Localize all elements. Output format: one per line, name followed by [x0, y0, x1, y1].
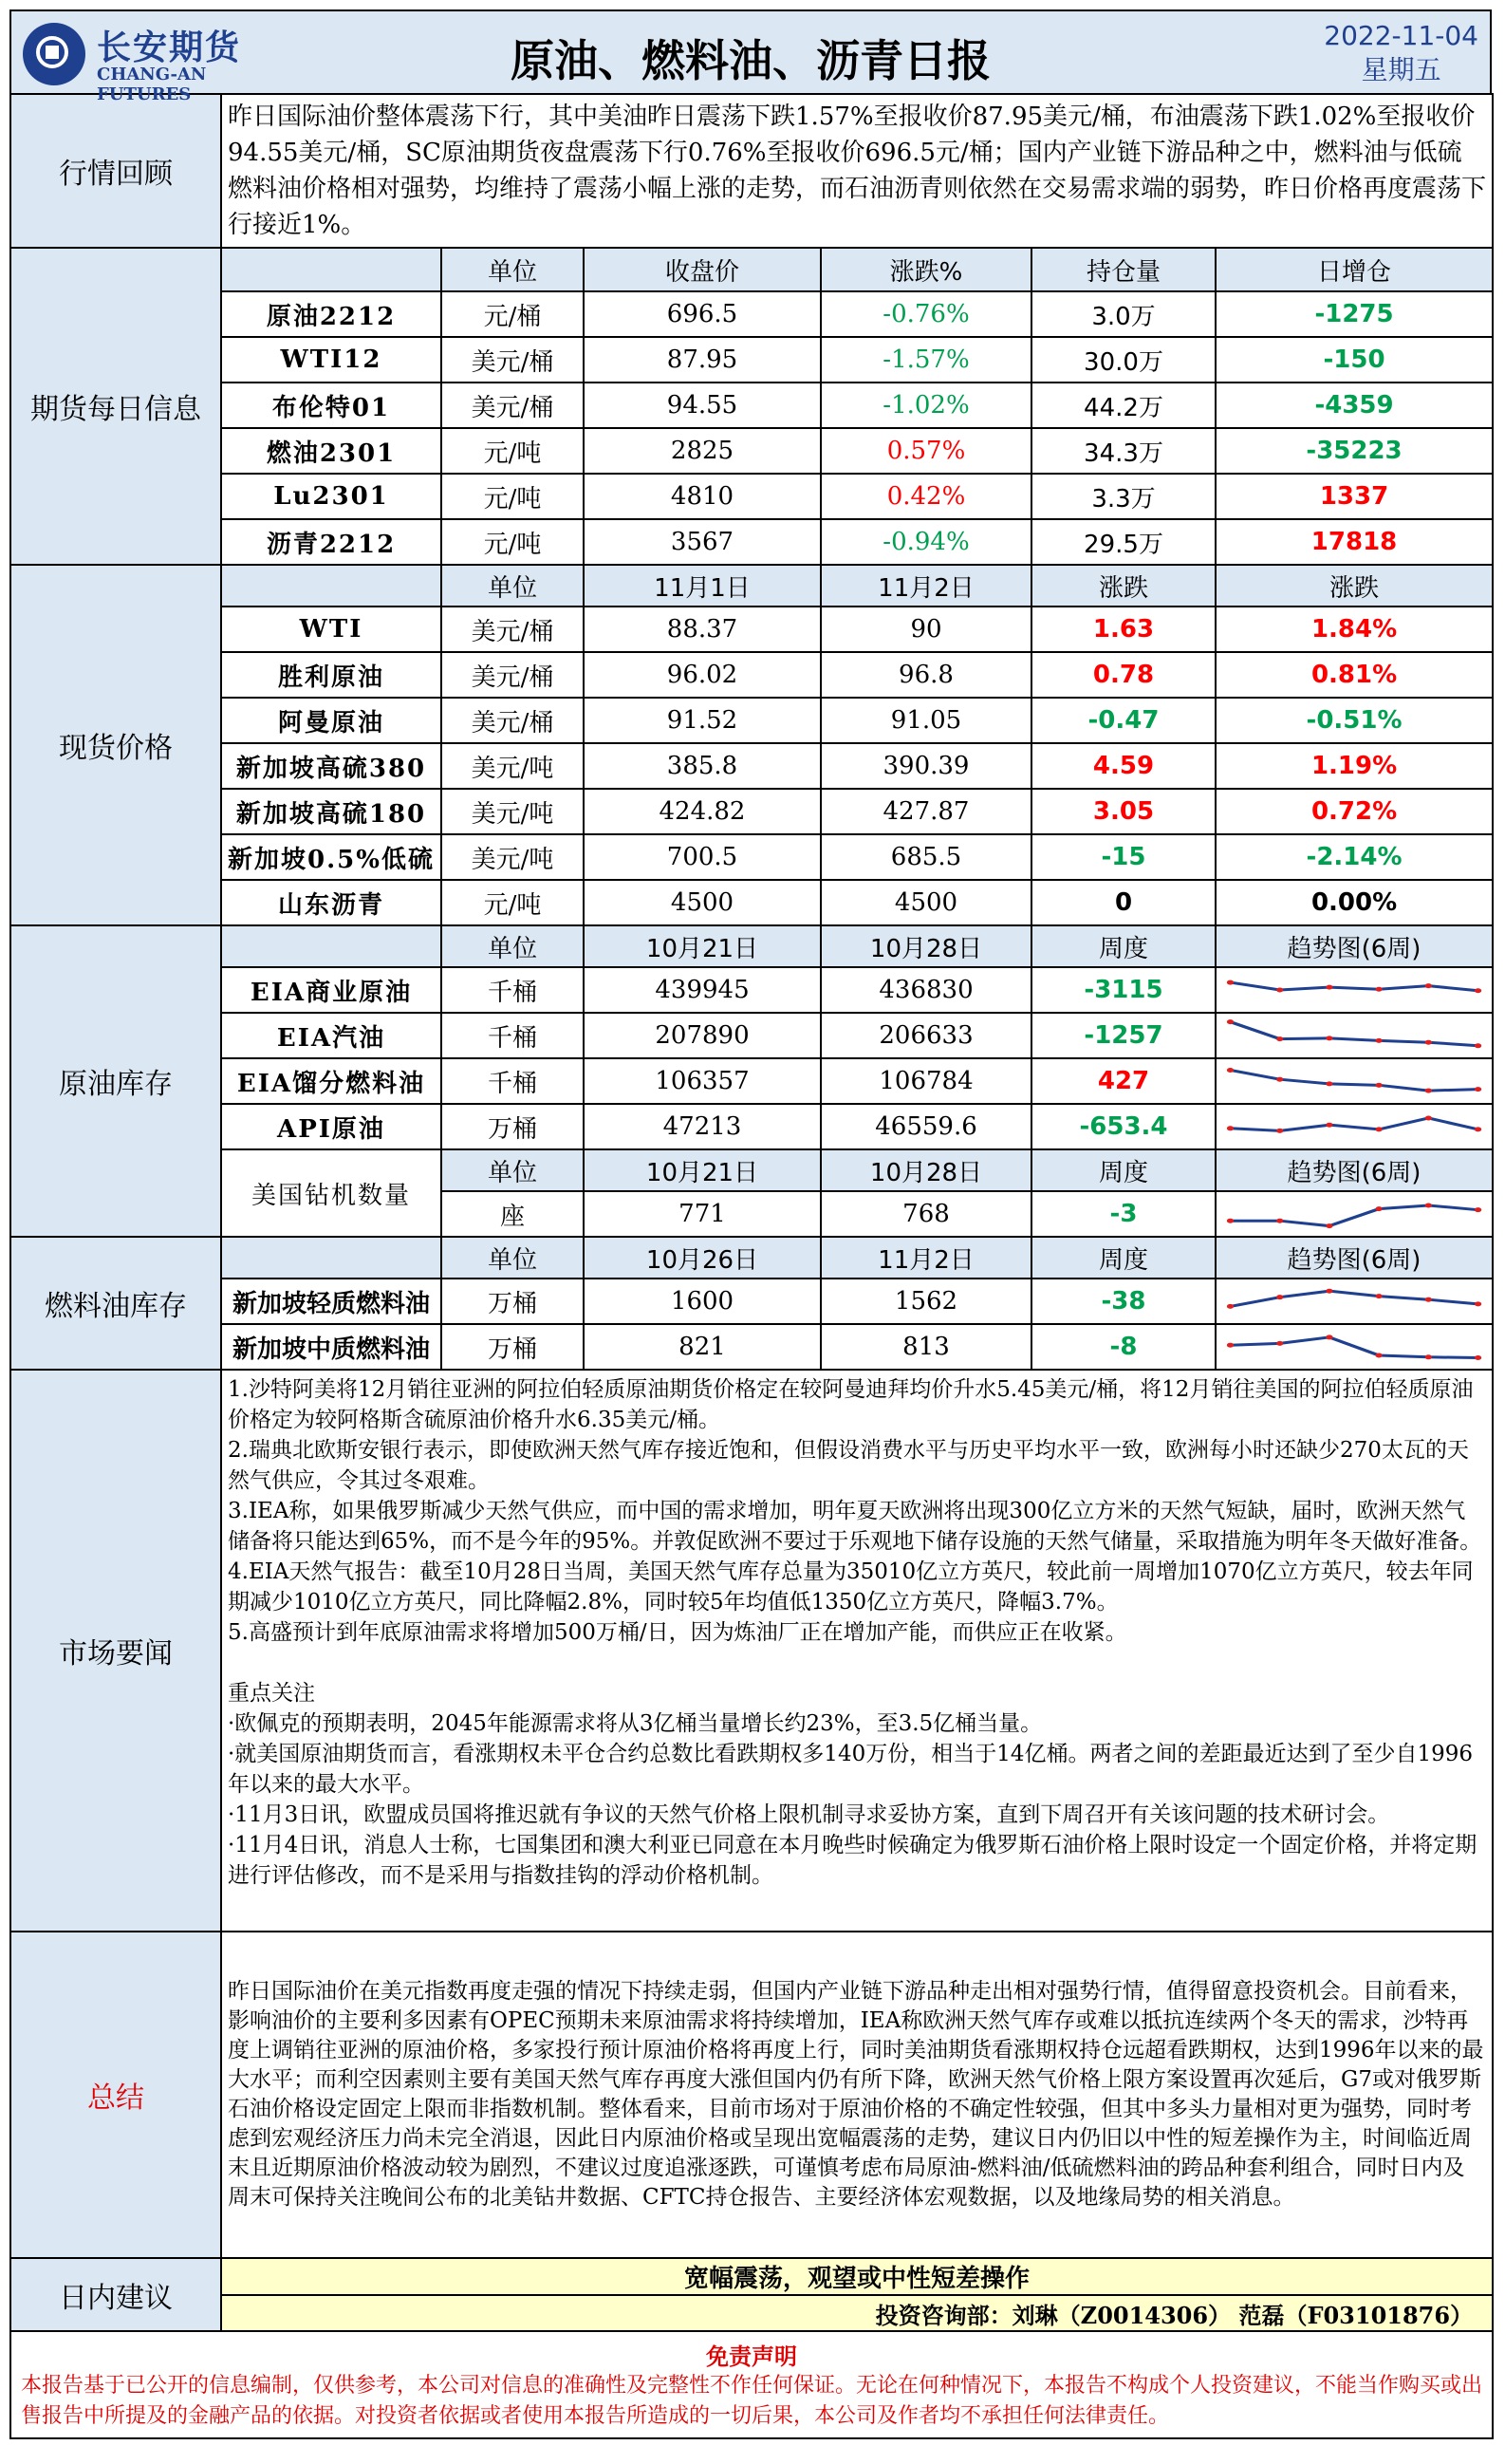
- unit: 元/吨: [441, 519, 584, 565]
- trend-sparkline: [1217, 1106, 1492, 1148]
- trend-chart: [1216, 1104, 1493, 1149]
- price-day-1: 91.52: [584, 698, 821, 743]
- column-header: 10月28日: [821, 1149, 1031, 1191]
- close-price: 4810: [584, 474, 821, 519]
- trend-point: [1276, 1077, 1283, 1082]
- trend-point: [1376, 987, 1383, 992]
- table-row: [10, 1279, 1493, 1324]
- unit: 万桶: [441, 1279, 584, 1324]
- report-date: 2022-11-04: [1324, 20, 1478, 51]
- unit: 美元/吨: [441, 789, 584, 834]
- price-change-percent: 0.81%: [1216, 652, 1493, 698]
- unit: 万桶: [441, 1324, 584, 1370]
- spot-name: 胜利原油: [221, 652, 441, 698]
- advice-text: 宽幅震荡，观望或中性短差操作: [221, 2258, 1493, 2295]
- column-header: 10月26日: [584, 1237, 821, 1279]
- inventory-name: EIA汽油: [221, 1013, 441, 1058]
- value-week-1: 207890: [584, 1013, 821, 1058]
- change-percent: 0.42%: [821, 474, 1031, 519]
- value-week-1: 821: [584, 1324, 821, 1370]
- close-price: 94.55: [584, 383, 821, 428]
- price-day-1: 385.8: [584, 743, 821, 789]
- open-interest-change: -4359: [1216, 383, 1493, 428]
- table-row: [10, 698, 1493, 743]
- price-day-2: 427.87: [821, 789, 1031, 834]
- trend-line: [1231, 1118, 1478, 1130]
- unit: 元/桶: [441, 291, 584, 337]
- trend-point: [1326, 1335, 1332, 1339]
- trend-point: [1425, 983, 1432, 988]
- table-row: [10, 607, 1493, 652]
- column-header: 单位: [441, 1237, 584, 1279]
- focus-item: ·欧佩克的预期表明，2045年能源需求将从3亿桶当量增长约23%，至3.5亿桶当量。: [228, 1711, 1043, 1736]
- trend-point: [1276, 1036, 1283, 1041]
- summary-text: 昨日国际油价在美元指数再度走强的情况下持续走弱，但国内产业链下游品种走出相对强势行情，值得留意投资机会。目前看来，影响油价的主要利多因素有OPEC预期未来原油需求将持续增加，IEA称欧洲天然气库存或难以抵抗连续两个冬天的需求，沙特再度上调销往亚洲的原油价格，多家投行预计原油价格将再度上行，同时美油期货看涨期权持仓远超看跌期权，达到1996年以来的最大水平；而利空因素则主要有美国天然气库存再度大涨但国内仍有所下降，欧洲天然气价格上限方案设置再次延后，G7或对俄罗斯石油价格设定固定上限而非指数机制。整体看来，目前市场对于原油价格的不确定性较强，但其中多头力量相对更为强势，同时考虑到宏观经济压力尚未完全消退，因此日内原油价格或呈现出宽幅震荡的走势，建议日内仍旧以中性的短差操作为主，时间临近周末且近期原油价格波动较为剧烈，不建议过度追涨逐跌，可谨慎考虑布局原油-燃料油/低硫燃料油的跨品种套利组合，同时日内及周末可保持关注晚间公布的北美钻井数据、CFTC持仓报告、主要经济体宏观数据，以及地缘局势的相关消息。: [221, 1932, 1493, 2258]
- focus-title: 重点关注: [228, 1681, 315, 1706]
- news-item: 5.高盛预计到年底原油需求将增加500万桶/日，因为炼油厂正在增加产能，而供应正在收紧。: [228, 1620, 1127, 1645]
- price-day-1: 424.82: [584, 789, 821, 834]
- column-header: 单位: [441, 248, 584, 291]
- trend-point: [1376, 1083, 1383, 1088]
- trend-chart: [1216, 1013, 1493, 1058]
- table-row: [10, 1932, 1493, 2258]
- unit: 万桶: [441, 1104, 584, 1149]
- trend-line: [1231, 1337, 1478, 1358]
- trend-point: [1376, 1038, 1383, 1043]
- open-interest: 30.0万: [1031, 337, 1216, 383]
- open-interest-change: -35223: [1216, 428, 1493, 474]
- trend-point: [1425, 1040, 1432, 1045]
- price-change: 0.78: [1031, 652, 1216, 698]
- weekly-change: -38: [1031, 1279, 1216, 1324]
- report-page: [9, 9, 1492, 2439]
- trend-point: [1276, 1295, 1283, 1299]
- open-interest: 29.5万: [1031, 519, 1216, 565]
- instrument-name: Lu2301: [221, 474, 441, 519]
- inventory-name: EIA商业原油: [221, 967, 441, 1013]
- price-change: 3.05: [1031, 789, 1216, 834]
- table-row: [10, 834, 1493, 880]
- table-row: [10, 565, 1493, 607]
- trend-point: [1227, 1343, 1234, 1348]
- trend-point: [1475, 1043, 1481, 1048]
- value-week-2: 1562: [821, 1279, 1031, 1324]
- column-header: 11月2日: [821, 1237, 1031, 1279]
- company-name-cn: 长安期货: [97, 28, 242, 67]
- table-row: [10, 291, 1493, 337]
- weekly-change: -1257: [1031, 1013, 1216, 1058]
- spot-name: 新加坡高硫380: [221, 743, 441, 789]
- table-row: [10, 1237, 1493, 1279]
- table-row: [10, 880, 1493, 925]
- close-price: 2825: [584, 428, 821, 474]
- trend-point: [1376, 1127, 1383, 1131]
- trend-point: [1376, 1353, 1383, 1358]
- inventory-name: 新加坡轻质燃料油: [221, 1279, 441, 1324]
- open-interest-change: -150: [1216, 337, 1493, 383]
- report-table: [9, 93, 1494, 2439]
- column-header: 10月21日: [584, 925, 821, 967]
- value-week-1: 1600: [584, 1279, 821, 1324]
- trend-chart: [1216, 967, 1493, 1013]
- close-price: 696.5: [584, 291, 821, 337]
- unit: 美元/吨: [441, 834, 584, 880]
- trend-chart: [1216, 1058, 1493, 1104]
- column-header: 10月21日: [584, 1149, 821, 1191]
- focus-item: ·就美国原油期货而言，看涨期权未平仓合约总数比看跌期权多140万份，相当于14亿桶。两者之间的差距最近达到了至少自1996年以来的最大水平。: [228, 1742, 1474, 1797]
- column-header: 持仓量: [1031, 248, 1216, 291]
- price-day-2: 90: [821, 607, 1031, 652]
- trend-point: [1227, 1304, 1234, 1309]
- trend-point: [1326, 985, 1332, 990]
- value-week-1: 771: [584, 1191, 821, 1237]
- price-change-percent: 0.00%: [1216, 880, 1493, 925]
- change-percent: -1.57%: [821, 337, 1031, 383]
- trend-point: [1475, 1301, 1481, 1306]
- close-price: 87.95: [584, 337, 821, 383]
- weekly-change: -3: [1031, 1191, 1216, 1237]
- instrument-name: 沥青2212: [221, 519, 441, 565]
- trend-point: [1425, 1297, 1432, 1302]
- trend-sparkline: [1217, 1060, 1492, 1102]
- value-week-2: 46559.6: [821, 1104, 1031, 1149]
- section-label-summary: 总结: [10, 1932, 221, 2258]
- trend-sparkline: [1217, 1326, 1492, 1368]
- report-header: [9, 9, 1492, 104]
- weekly-change: 427: [1031, 1058, 1216, 1104]
- section-label-fuel-inventory: 燃料油库存: [10, 1237, 221, 1370]
- price-day-2: 390.39: [821, 743, 1031, 789]
- trend-point: [1276, 1129, 1283, 1133]
- trend-point: [1227, 1126, 1234, 1130]
- change-percent: -0.76%: [821, 291, 1031, 337]
- spot-name: 阿曼原油: [221, 698, 441, 743]
- trend-point: [1475, 1087, 1481, 1092]
- table-row: [10, 1013, 1493, 1058]
- trend-point: [1475, 988, 1481, 993]
- spot-name: 山东沥青: [221, 880, 441, 925]
- trend-sparkline: [1217, 1015, 1492, 1056]
- table-row: [10, 1149, 1493, 1191]
- value-week-1: 106357: [584, 1058, 821, 1104]
- unit: 元/吨: [441, 428, 584, 474]
- column-header: 趋势图(6周): [1216, 1237, 1493, 1279]
- value-week-2: 813: [821, 1324, 1031, 1370]
- column-header: 单位: [441, 925, 584, 967]
- column-header: 涨跌: [1216, 565, 1493, 607]
- table-row: [10, 1324, 1493, 1370]
- price-day-2: 96.8: [821, 652, 1031, 698]
- table-row: [10, 1370, 1493, 1932]
- trend-point: [1326, 1289, 1332, 1294]
- section-label-advice: 日内建议: [10, 2258, 221, 2331]
- column-header: 单位: [441, 565, 584, 607]
- price-day-1: 4500: [584, 880, 821, 925]
- trend-sparkline: [1217, 969, 1492, 1011]
- unit: 千桶: [441, 1013, 584, 1058]
- company-name-en: CHANG-AN FUTURES: [97, 65, 207, 104]
- review-text: 昨日国际油价整体震荡下行，其中美油昨日震荡下跌1.57%至报收价87.95美元/桶，布油震荡下跌1.02%至报收价94.55美元/桶，SC原油期货夜盘震荡下行0.76%至报收价696.5元/桶；国内产业链下游品种之中，燃料油与低硫燃料油价格相对强势，均维持了震荡小幅上涨的走势，而石油沥青则依然在交易需求端的弱势，昨日价格再度震荡下行接近1%。: [221, 94, 1493, 248]
- trend-point: [1475, 1355, 1481, 1360]
- column-header: 日增仓: [1216, 248, 1493, 291]
- column-header: 趋势图(6周): [1216, 1149, 1493, 1191]
- value-week-2: 106784: [821, 1058, 1031, 1104]
- table-row: [10, 2258, 1493, 2295]
- trend-line: [1231, 1022, 1478, 1046]
- unit: 美元/桶: [441, 652, 584, 698]
- instrument-name: 燃油2301: [221, 428, 441, 474]
- section-label-crude-inventory: 原油库存: [10, 925, 221, 1237]
- open-interest: 3.0万: [1031, 291, 1216, 337]
- report-title: 原油、燃料油、沥青日报: [511, 35, 991, 86]
- open-interest-change: 1337: [1216, 474, 1493, 519]
- price-day-1: 96.02: [584, 652, 821, 698]
- inventory-name: API原油: [221, 1104, 441, 1149]
- unit: 美元/桶: [441, 337, 584, 383]
- report-date-block: [1324, 19, 1478, 87]
- price-change: 0: [1031, 880, 1216, 925]
- focus-item: ·11月4日讯，消息人士称，七国集团和澳大利亚已同意在本月晚些时候确定为俄罗斯石油价格上限时设定一个固定价格，并将定期进行评估修改，而不是采用与指数挂钩的浮动价格机制。: [228, 1833, 1477, 1888]
- value-week-2: 206633: [821, 1013, 1031, 1058]
- trend-point: [1326, 1123, 1332, 1128]
- column-header: 单位: [441, 1149, 584, 1191]
- trend-chart: [1216, 1191, 1493, 1237]
- change-percent: -0.94%: [821, 519, 1031, 565]
- price-day-2: 685.5: [821, 834, 1031, 880]
- table-row: [10, 383, 1493, 428]
- column-header: 收盘价: [584, 248, 821, 291]
- trend-point: [1326, 1223, 1332, 1228]
- unit: 美元/桶: [441, 383, 584, 428]
- trend-point: [1227, 1219, 1234, 1223]
- table-row: [10, 1058, 1493, 1104]
- instrument-name: 布伦特01: [221, 383, 441, 428]
- spot-name: 新加坡高硫180: [221, 789, 441, 834]
- trend-chart: [1216, 1279, 1493, 1324]
- disclaimer: [10, 2331, 1493, 2438]
- trend-point: [1276, 988, 1283, 993]
- table-row: [10, 967, 1493, 1013]
- report-weekday: 星期五: [1361, 54, 1441, 85]
- close-price: 3567: [584, 519, 821, 565]
- price-change: -15: [1031, 834, 1216, 880]
- instrument-name: 原油2212: [221, 291, 441, 337]
- consultant-info: 投资咨询部：刘琳（Z0014306） 范磊（F03101876）: [221, 2295, 1493, 2331]
- weekly-change: -8: [1031, 1324, 1216, 1370]
- trend-point: [1326, 1081, 1332, 1086]
- price-day-2: 4500: [821, 880, 1031, 925]
- trend-point: [1227, 1019, 1234, 1024]
- price-change-percent: -2.14%: [1216, 834, 1493, 880]
- column-header: 周度: [1031, 1237, 1216, 1279]
- spot-name: WTI: [221, 607, 441, 652]
- trend-point: [1227, 980, 1234, 985]
- value-week-1: 47213: [584, 1104, 821, 1149]
- table-row: [10, 789, 1493, 834]
- news-item: 2.瑞典北欧斯安银行表示，即使欧洲天然气库存接近饱和，但假设消费水平与历史平均水平一致，欧洲每小时还缺少270太瓦的天然气供应，令其过冬艰难。: [228, 1438, 1469, 1493]
- trend-line: [1231, 1291, 1478, 1306]
- price-day-2: 91.05: [821, 698, 1031, 743]
- unit: 美元/桶: [441, 698, 584, 743]
- price-change: -0.47: [1031, 698, 1216, 743]
- disclaimer-text: 本报告基于已公开的信息编制，仅供参考，本公司对信息的准确性及完整性不作任何保证。无论在何种情况下，本报告不构成个人投资建议，不能当作购买或出售报告中所提及的金融产品的依据。对投资者依据或者使用本报告所造成的一切后果，本公司及作者均不承担任何法律责任。: [21, 2374, 1483, 2428]
- table-row: [10, 743, 1493, 789]
- section-label-spot: 现货价格: [10, 565, 221, 925]
- table-row: [10, 428, 1493, 474]
- trend-line: [1231, 982, 1478, 991]
- unit: 千桶: [441, 1058, 584, 1104]
- focus-item: ·11月3日讯，欧盟成员国将推迟就有争议的天然气价格上限机制寻求妥协方案，直到下周召开有关该问题的技术研讨会。: [228, 1802, 1390, 1827]
- open-interest-change: -1275: [1216, 291, 1493, 337]
- column-header: 趋势图(6周): [1216, 925, 1493, 967]
- change-percent: -1.02%: [821, 383, 1031, 428]
- column-header: 涨跌: [1031, 565, 1216, 607]
- market-news-content: [221, 1370, 1493, 1932]
- change-percent: 0.57%: [821, 428, 1031, 474]
- unit: 千桶: [441, 967, 584, 1013]
- table-row: [10, 94, 1493, 248]
- table-row: [10, 2295, 1493, 2331]
- unit: 元/吨: [441, 474, 584, 519]
- table-row: [10, 474, 1493, 519]
- unit: 美元/吨: [441, 743, 584, 789]
- value-week-2: 436830: [821, 967, 1031, 1013]
- news-item: 3.IEA称，如果俄罗斯减少天然气供应，而中国的需求增加，明年夏天欧洲将出现300亿立方米的天然气短缺，届时，欧洲天然气储备将只能达到65%，而不是今年的95%。并敦促欧洲不要过于乐观地下储存设施的天然气储量，采取措施为明年冬天做好准备。: [228, 1499, 1482, 1554]
- column-header: 涨跌%: [821, 248, 1031, 291]
- value-week-1: 439945: [584, 967, 821, 1013]
- section-label-review: 行情回顾: [10, 94, 221, 248]
- column-header: 11月2日: [821, 565, 1031, 607]
- trend-point: [1276, 1219, 1283, 1223]
- table-row: [10, 1104, 1493, 1149]
- inventory-name: EIA馏分燃料油: [221, 1058, 441, 1104]
- trend-point: [1376, 1206, 1383, 1211]
- section-label-futures: 期货每日信息: [10, 248, 221, 565]
- section-label-market-news: 市场要闻: [10, 1370, 221, 1932]
- column-header: 周度: [1031, 925, 1216, 967]
- trend-point: [1227, 1068, 1234, 1073]
- trend-line: [1231, 1070, 1478, 1091]
- table-row: [10, 337, 1493, 383]
- trend-point: [1475, 1127, 1481, 1131]
- weekly-change: -3115: [1031, 967, 1216, 1013]
- trend-point: [1376, 1294, 1383, 1298]
- trend-point: [1425, 1116, 1432, 1121]
- unit: 元/吨: [441, 880, 584, 925]
- price-day-1: 700.5: [584, 834, 821, 880]
- inventory-name: 新加坡中质燃料油: [221, 1324, 441, 1370]
- open-interest: 34.3万: [1031, 428, 1216, 474]
- unit: 座: [441, 1191, 584, 1237]
- table-row: [10, 248, 1493, 291]
- table-row: [10, 652, 1493, 698]
- trend-chart: [1216, 1324, 1493, 1370]
- column-header: 10月28日: [821, 925, 1031, 967]
- price-change-percent: -0.51%: [1216, 698, 1493, 743]
- trend-sparkline: [1217, 1280, 1492, 1322]
- price-day-1: 88.37: [584, 607, 821, 652]
- price-change: 4.59: [1031, 743, 1216, 789]
- trend-point: [1425, 1089, 1432, 1093]
- price-change-percent: 1.84%: [1216, 607, 1493, 652]
- price-change-percent: 1.19%: [1216, 743, 1493, 789]
- trend-line: [1231, 1205, 1478, 1226]
- unit: 美元/桶: [441, 607, 584, 652]
- value-week-2: 768: [821, 1191, 1031, 1237]
- trend-point: [1326, 1036, 1332, 1040]
- column-header: 11月1日: [584, 565, 821, 607]
- trend-point: [1276, 1341, 1283, 1346]
- rig-count-name: 美国钻机数量: [221, 1149, 441, 1237]
- disclaimer-title: 免责声明: [706, 2343, 798, 2370]
- price-change: 1.63: [1031, 607, 1216, 652]
- trend-point: [1425, 1354, 1432, 1359]
- trend-sparkline: [1217, 1193, 1492, 1235]
- trend-point: [1425, 1204, 1432, 1208]
- open-interest: 3.3万: [1031, 474, 1216, 519]
- table-row: [10, 2331, 1493, 2438]
- instrument-name: WTI12: [221, 337, 441, 383]
- table-row: [10, 925, 1493, 967]
- table-row: [10, 519, 1493, 565]
- price-change-percent: 0.72%: [1216, 789, 1493, 834]
- trend-point: [1475, 1207, 1481, 1212]
- news-item: 1.沙特阿美将12月销往亚洲的阿拉伯轻质原油期货价格定在较阿曼迪拜均价升水5.45美元/桶，将12月销往美国的阿拉伯轻质原油价格定为较阿格斯含硫原油价格升水6.35美元/桶。: [228, 1377, 1474, 1432]
- open-interest-change: 17818: [1216, 519, 1493, 565]
- news-item: 4.EIA天然气报告：截至10月28日当周，美国天然气库存总量为35010亿立方英尺，较此前一周增加1070亿立方英尺，较去年同期减少1010亿立方英尺，同比降幅2.8%，同时较5年均值低1350亿立方英尺，降幅3.7%。: [228, 1559, 1474, 1615]
- column-header: 周度: [1031, 1149, 1216, 1191]
- weekly-change: -653.4: [1031, 1104, 1216, 1149]
- open-interest: 44.2万: [1031, 383, 1216, 428]
- spot-name: 新加坡0.5%低硫: [221, 834, 441, 880]
